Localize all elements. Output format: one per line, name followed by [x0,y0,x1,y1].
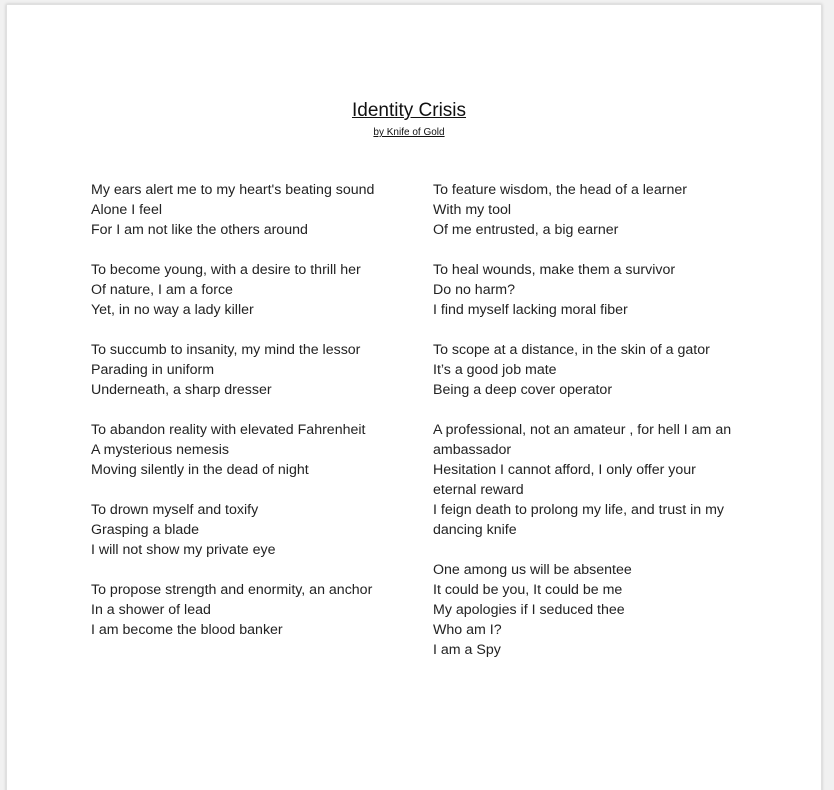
poem-line: Being a deep cover operator [433,382,613,398]
poem-line: Do no harm? [433,282,516,298]
stanza-9 [433,340,743,400]
poem-column-right [433,180,743,680]
poem-line: Who am I? [433,622,502,638]
poem-line: A professional, not an amateur , for hell I am an ambassador [433,422,732,458]
poem-title: Identity Crisis [351,100,467,121]
poem-line: To propose strength and enormity, an anchor [91,582,373,598]
poem-line: To become young, with a desire to thrill her [91,262,361,278]
poem-line: To succumb to insanity, my mind the lessor [91,342,361,358]
poem-column-left [91,180,411,660]
poem-line: Parading in uniform [91,362,215,378]
poem-line: One among us will be absentee [433,562,632,578]
poem-line: I will not show my private eye [91,542,276,558]
poem-line: It’s a good job mate [433,362,557,378]
poem-line: A mysterious nemesis [91,442,229,458]
poem-line: To drown myself and toxify [91,502,259,518]
stanza-7 [433,180,743,240]
stanza-6 [91,580,411,640]
poem-line: My apologies if I seduced thee [433,602,625,618]
stanza-10 [433,420,743,540]
poem-line: Moving silently in the dead of night [91,462,309,478]
document-page [6,4,822,790]
poem-line: With my tool [433,202,512,218]
stanza-8 [433,260,743,320]
poem-line: Grasping a blade [91,522,200,538]
stanza-3 [91,340,411,400]
poem-line: In a shower of lead [91,602,211,618]
poem-line: Underneath, a sharp dresser [91,382,272,398]
poem-line: It could be you, It could be me [433,582,623,598]
poem-line: Of me entrusted, a big earner [433,222,619,238]
poem-line: Of nature, I am a force [91,282,233,298]
poem-line: I find myself lacking moral fiber [433,302,628,318]
poem-line: To scope at a distance, in the skin of a gator [433,342,710,358]
poem-line: To feature wisdom, the head of a learner [433,182,687,198]
poem-line: Yet, in no way a lady killer [91,302,254,318]
stanza-5 [91,500,411,560]
poem-line: My ears alert me to my heart's beating sound [91,182,375,198]
poem-line: I am become the blood banker [91,622,283,638]
poem-line: Alone I feel [91,202,162,218]
poem-line: Hesitation I cannot afford, I only offer your eternal reward [433,462,696,498]
poem-line: I feign death to prolong my life, and trust in my dancing knife [433,502,724,538]
poem-line: To heal wounds, make them a survivor [433,262,676,278]
stanza-4 [91,420,411,480]
poem-line: To abandon reality with elevated Fahrenheit [91,422,366,438]
poem-line: For I am not like the others around [91,222,308,238]
stanza-2 [91,260,411,320]
poem-byline: by Knife of Gold [373,127,445,138]
poem-line: I am a Spy [433,642,501,658]
stanza-1 [91,180,411,240]
stanza-11 [433,560,743,660]
